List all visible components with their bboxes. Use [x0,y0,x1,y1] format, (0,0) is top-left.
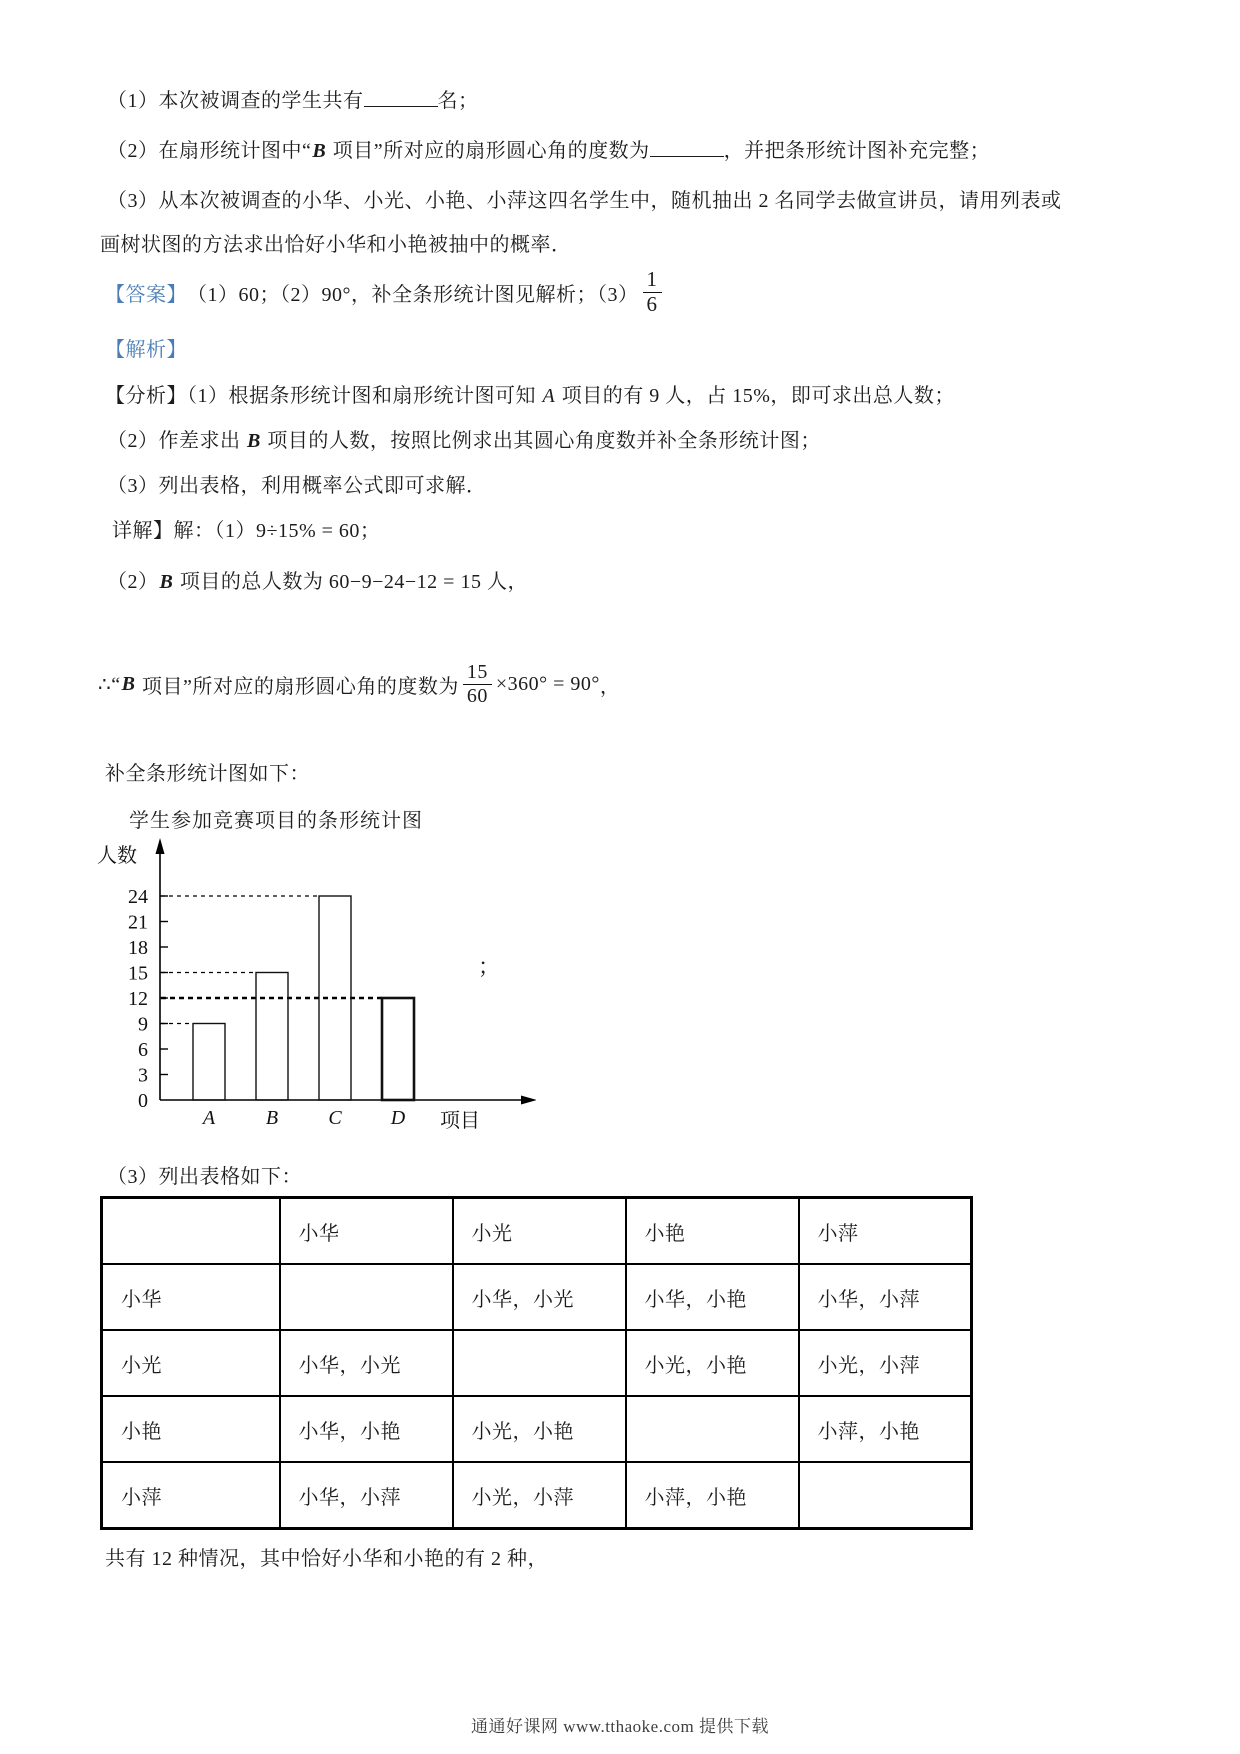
jiexi-label: 【解析】 [105,339,187,361]
q2-text: （2）在扇形统计图中“ [107,140,312,162]
question-1-line [107,84,479,113]
q3-text-2: 画树状图的方法求出恰好小华和小艳被抽中的概率． [100,234,572,256]
conclusion-line [105,1542,548,1571]
bar-A [193,1024,225,1101]
analysis-line-2 [107,424,821,453]
table-cell [453,1330,626,1396]
detail-solution-line [112,514,380,543]
table-cell: 小华，小光 [453,1264,626,1330]
bcount-variable-b: B [159,571,174,593]
question-3-line-2 [100,228,572,257]
table-cell: 小华，小萍 [799,1264,972,1330]
q1-blank-underline [364,86,438,107]
answer-line [105,262,666,322]
answer-fraction [643,268,662,316]
therefore-variable-b: B [121,672,136,695]
chart-semicolon: ； [478,954,501,979]
page-footer [0,1712,1240,1737]
therefore-mid: 项目”所对应的扇形圆心角的度数为 [136,675,459,698]
analysis-section-label [105,333,187,362]
question-3-line-1 [107,184,1062,213]
y-tick-label: 18 [128,937,148,959]
chart-title: 学生参加竞赛项目的条形统计图 [129,810,423,832]
bcount-equation: 60−9−24−12 = 15 [328,571,482,593]
y-tick-label: 21 [128,911,148,934]
list-table-label [107,1160,302,1189]
table-header-cell: 小华 [280,1198,453,1265]
bcount-mid: 项目的总人数为 [174,571,329,593]
analysis2-suffix: 项目的人数，按照比例求出其圆心角度数并补全条形统计图； [261,430,821,452]
fenxi-text: 【分析】（1）根据条形统计图和扇形统计图可知 [105,385,542,407]
therefore-suffix: ， [599,675,621,698]
table-cell: 小光，小萍 [799,1330,972,1396]
therefore-fraction-numerator: 15 [463,661,492,684]
table-row [102,1396,972,1462]
therefore-fraction-denominator: 60 [466,684,488,707]
answer-fraction-numerator: 1 [643,268,662,293]
table-cell: 小光，小艳 [626,1330,799,1396]
table-header-row [102,1198,972,1265]
table-cell: 小华，小萍 [280,1462,453,1529]
q2-variable-b: B [312,140,327,162]
analysis-line-3 [107,469,487,498]
therefore-prefix: ∴“ [98,673,121,696]
fenxi-suffix: 项目的有 9 人，占 15%，即可求出总人数； [556,385,955,407]
detail-label: 详解】解：（1） [112,520,256,542]
table-header-cell: 小萍 [799,1198,972,1265]
table-row [102,1462,972,1529]
table-row-header-cell: 小萍 [102,1462,280,1529]
x-axis-arrow [521,1096,536,1105]
y-tick-label: 9 [138,1013,148,1036]
table-row-header-cell: 小艳 [102,1396,280,1462]
conclusion-text: 共有 12 种情况，其中恰好小华和小艳的有 2 种， [105,1548,548,1570]
table-cell [280,1264,453,1330]
table-cell: 小华，小艳 [626,1264,799,1330]
table-cell [799,1462,972,1529]
table-label-text: （3）列出表格如下： [107,1166,302,1188]
q2-mid-text: 项目”所对应的扇形圆心角的度数为 [327,140,650,162]
footer-text: 通通好课网 www.tthaoke.com 提供下载 [470,1717,770,1736]
detail-equation: 9÷15% = 60 [256,520,360,542]
table-row [102,1330,972,1396]
q1-suffix: 名； [437,90,479,112]
answer-body: （1）60；（2）90°，补全条形统计图见解析；（3） [187,283,639,306]
q1-text: （1）本次被调查的学生共有 [107,90,364,112]
pair-table [100,1196,973,1530]
y-tick-label: 15 [128,962,148,985]
table-row [102,1264,972,1330]
x-category-label: C [328,1107,342,1129]
analysis2-variable-b: B [247,430,261,452]
buquan-text: 补全条形统计图如下： [105,763,310,785]
analysis2-text: （2）作差求出 [107,430,246,452]
analysis-line-1 [105,379,955,408]
y-tick-label: 24 [128,886,148,908]
table-header-cell: 小光 [453,1198,626,1265]
answer-fraction-denominator: 6 [646,291,658,316]
table-cell [626,1396,799,1462]
bar-D [382,998,414,1100]
table-header-cell: 小艳 [626,1198,799,1265]
table-cell: 小华，小艳 [280,1396,453,1462]
table-cell: 小光，小萍 [453,1462,626,1529]
x-category-label: A [202,1107,216,1129]
table-cell: 小萍，小艳 [799,1396,972,1462]
answer-label: 【答案】 [105,283,187,306]
q2-blank-underline [650,136,724,157]
analysis3-text: （3）列出表格，利用概率公式即可求解． [107,475,487,497]
table-row-header-cell: 小光 [102,1330,280,1396]
x-category-label: D [390,1107,406,1129]
bar-chart [96,830,536,1140]
y-axis-arrow [156,838,165,854]
table-cell: 小光，小艳 [453,1396,626,1462]
therefore-fraction [463,661,492,707]
question-2-line [107,134,990,163]
table-cell: 小华，小光 [280,1330,453,1396]
y-tick-label: 6 [138,1039,148,1061]
bcount-suffix: 人， [481,571,528,593]
q2-suffix: ，并把条形统计图补充完整； [723,140,991,162]
q3-text-1: （3）从本次被调查的小华、小光、小艳、小萍这四名学生中，随机抽出 2 名同学去做宣讲员，请用列表或 [107,190,1062,212]
y-tick-label: 12 [128,988,148,1010]
therefore-equation: ×360° = 90° [495,672,600,695]
b-count-line [107,565,528,594]
bcount-prefix: （2） [107,571,159,593]
complete-chart-label [105,757,310,786]
y-tick-label: 3 [138,1064,148,1087]
table-cell: 小萍，小艳 [626,1462,799,1529]
fenxi-variable-a: A [542,385,556,407]
y-tick-label: 0 [138,1090,148,1112]
bar-B [256,973,288,1101]
therefore-line [98,652,620,716]
x-category-label: B [265,1107,279,1129]
table-header-cell [102,1198,280,1265]
y-axis-title: 人数 [97,845,137,867]
detail-suffix: ； [359,520,381,542]
table-row-header-cell: 小华 [102,1264,280,1330]
x-axis-title: 项目 [440,1110,480,1132]
